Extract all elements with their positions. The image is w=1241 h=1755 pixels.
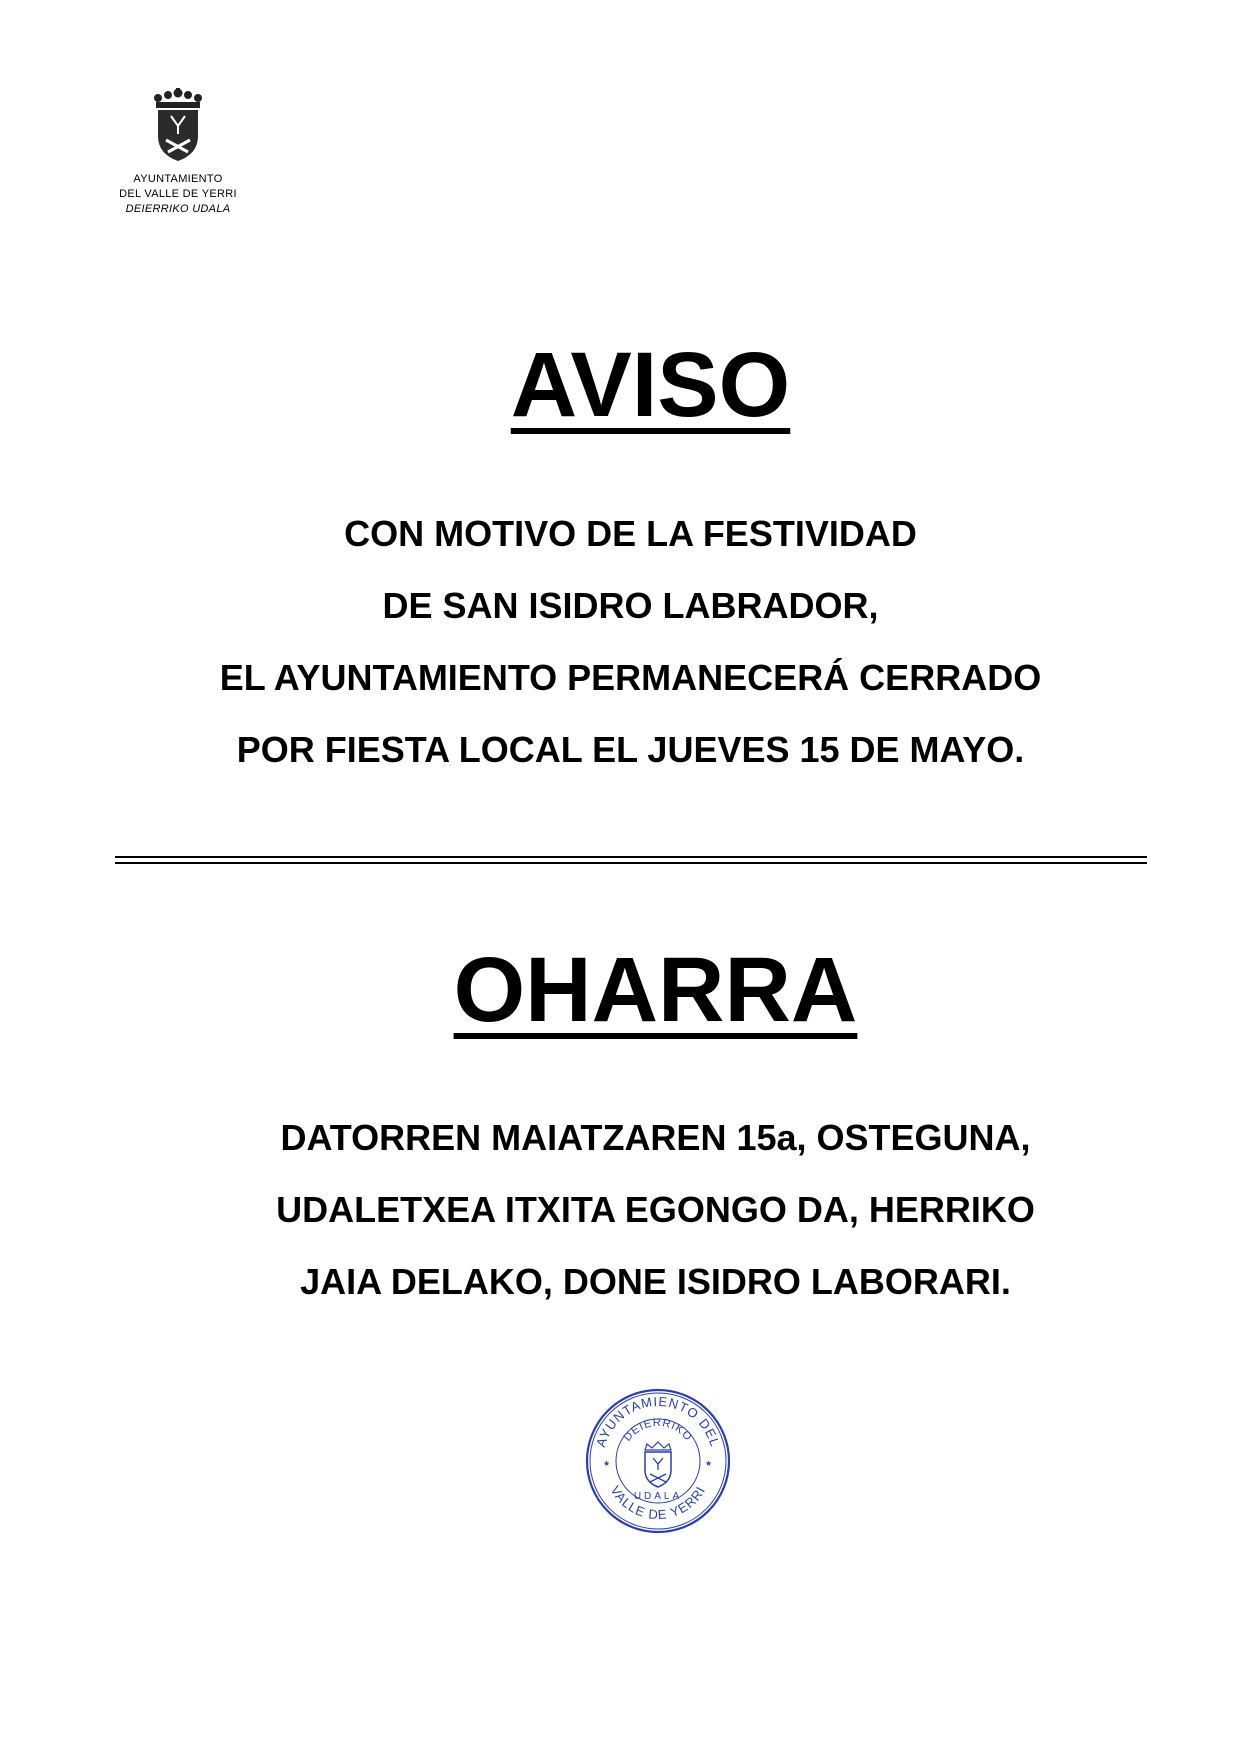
official-stamp bbox=[583, 1386, 733, 1536]
logo-caption bbox=[108, 172, 248, 217]
svg-text:DEIERRIKO bbox=[622, 1417, 695, 1444]
stamp-outer-bottom-text: VALLE DE YERRI bbox=[607, 1483, 709, 1523]
aviso-title: AVISO bbox=[510, 334, 791, 436]
logo-line-2: DEL VALLE DE YERRI bbox=[119, 188, 237, 200]
stamp-star-left-icon: ★ bbox=[603, 1459, 611, 1468]
double-divider bbox=[115, 856, 1147, 864]
oharra-body bbox=[0, 1102, 1241, 1318]
aviso-line: DE SAN ISIDRO LABRADOR, bbox=[382, 585, 879, 626]
logo-line-1: AYUNTAMIENTO bbox=[133, 173, 223, 185]
logo-line-3: DEIERRIKO UDALA bbox=[125, 203, 231, 215]
aviso-body bbox=[0, 498, 1241, 786]
aviso-line: EL AYUNTAMIENTO PERMANECERÁ CERRADO bbox=[219, 657, 1042, 698]
oharra-title: OHARRA bbox=[453, 939, 858, 1041]
stamp-inner-bottom-text: UDALA bbox=[633, 1491, 683, 1502]
oharra-line: JAIA DELAKO, DONE ISIDRO LABORARI. bbox=[300, 1261, 1011, 1302]
coat-of-arms-icon bbox=[142, 88, 214, 164]
stamp-outer-top-text: AYUNTAMIENTO DEL bbox=[593, 1393, 723, 1449]
stamp-inner-top-text: DEIERRIKO bbox=[621, 1416, 695, 1444]
stamp-seal-icon bbox=[583, 1386, 733, 1536]
municipal-logo bbox=[108, 88, 248, 217]
oharra-line: DATORREN MAIATZAREN 15a, OSTEGUNA, bbox=[280, 1117, 1031, 1158]
aviso-line: POR FIESTA LOCAL EL JUEVES 15 DE MAYO. bbox=[236, 729, 1025, 770]
stamp-star-right-icon: ★ bbox=[705, 1459, 713, 1468]
oharra-line: UDALETXEA ITXITA EGONGO DA, HERRIKO bbox=[276, 1189, 1035, 1230]
aviso-line: CON MOTIVO DE LA FESTIVIDAD bbox=[344, 513, 917, 554]
